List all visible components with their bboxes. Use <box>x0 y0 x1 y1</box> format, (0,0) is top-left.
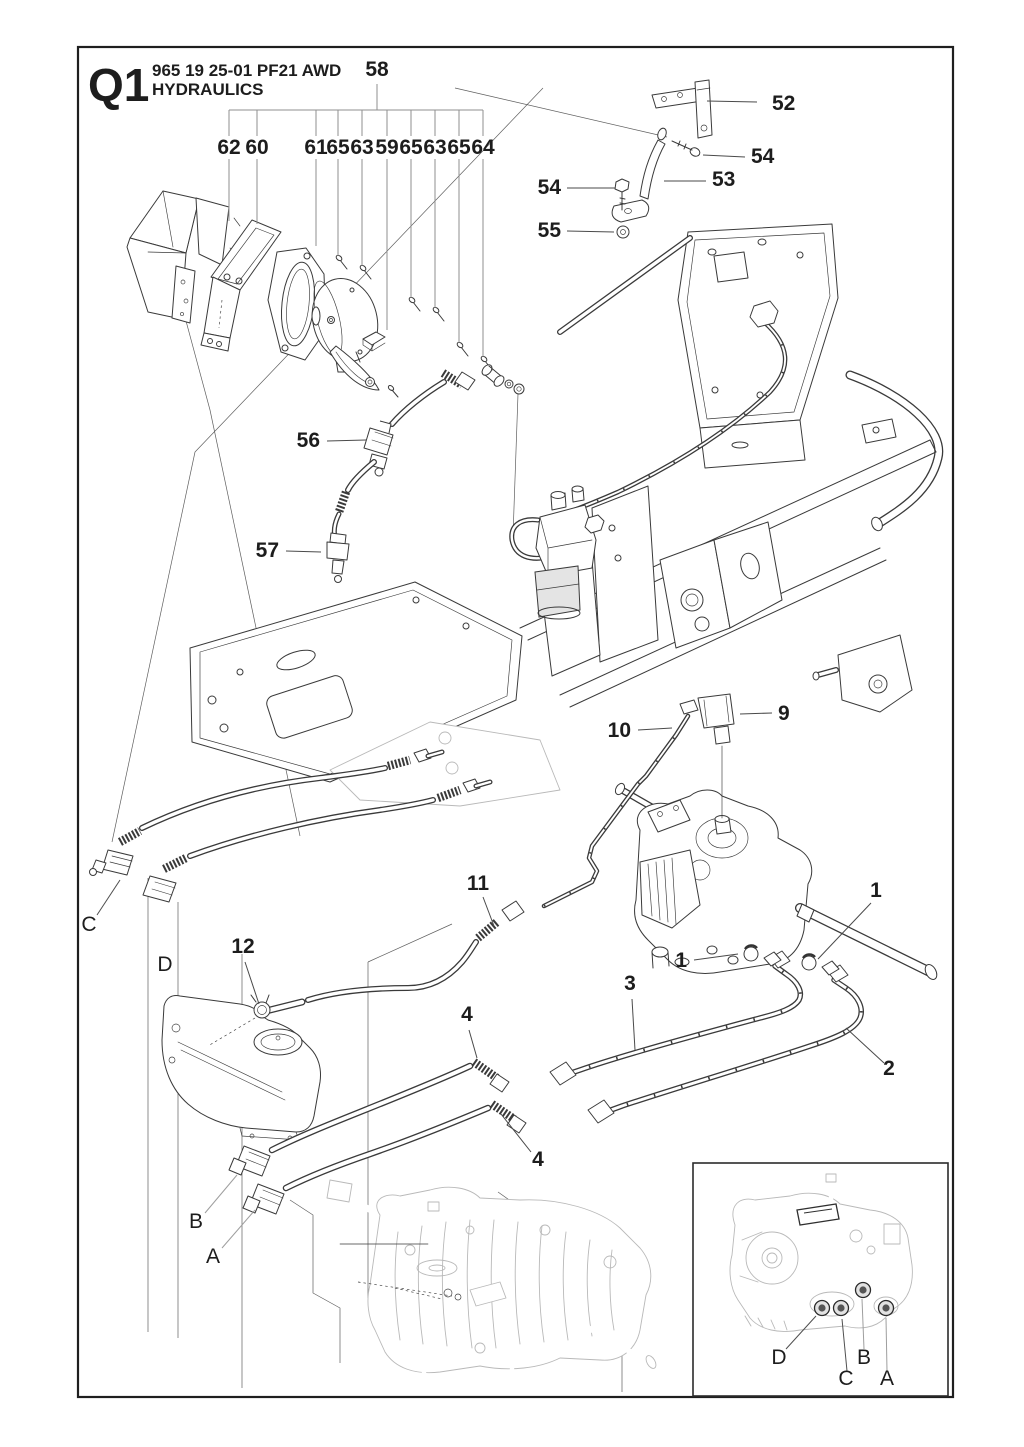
leader-A-20 <box>222 1210 255 1248</box>
nut-55 <box>617 226 629 238</box>
callout-65-3: 65 <box>326 136 350 159</box>
elbow-b <box>229 1146 270 1176</box>
front-transaxle <box>614 782 940 982</box>
callout-4-16: 4 <box>532 1148 544 1171</box>
callout-3-13: 3 <box>624 972 636 995</box>
callout-10-8: 10 <box>607 719 631 742</box>
reservoir-tank <box>162 995 321 1140</box>
leader-3-13 <box>632 999 635 1050</box>
callout-60-1: 60 <box>245 136 269 159</box>
leader-10-8 <box>638 728 672 730</box>
leader-55-4 <box>567 231 614 232</box>
callout-2-14: 2 <box>883 1057 895 1080</box>
callout-B-23: B <box>856 1346 872 1369</box>
callout-B-19: B <box>188 1210 204 1233</box>
callout-57-6: 57 <box>255 539 279 562</box>
elbow-c <box>90 831 141 876</box>
callout-12-12: 12 <box>231 935 255 958</box>
inset-box <box>693 1163 948 1396</box>
elbow-d <box>143 858 186 902</box>
lever-53 <box>612 127 668 222</box>
callout-1-11: 1 <box>675 949 687 972</box>
fan-assembly-exploded <box>127 191 492 397</box>
elbow-a <box>243 1184 284 1214</box>
leader-4-15 <box>469 1030 477 1058</box>
fitting-1-right <box>802 954 839 975</box>
callout-63-7: 63 <box>423 136 447 159</box>
callout-53-2: 53 <box>712 168 736 191</box>
bolt-54-right <box>672 141 701 158</box>
leader-2-14 <box>846 1028 884 1063</box>
callout-56-5: 56 <box>296 429 320 452</box>
callout-C-17: C <box>81 913 97 936</box>
callout-54-1: 54 <box>751 145 775 168</box>
bypass-linkage <box>612 80 712 238</box>
leader-52-0 <box>707 101 757 102</box>
callout-D-18: D <box>157 953 173 976</box>
section-name: HYDRAULICS <box>152 80 264 99</box>
callout-1-10: 1 <box>870 879 882 902</box>
leader-B-19 <box>205 1175 237 1213</box>
callout-54-3: 54 <box>537 176 561 199</box>
callout-52-0: 52 <box>772 92 796 115</box>
callout-64-9: 64 <box>471 136 495 159</box>
hose-56-57 <box>327 363 524 583</box>
leader-11-9 <box>483 897 494 926</box>
part-number: 965 19 25-01 PF21 AWD <box>152 61 342 80</box>
title-block <box>88 59 341 111</box>
leader-56-5 <box>327 440 366 441</box>
leader-1-10 <box>818 903 871 959</box>
callout-A-20: A <box>205 1245 221 1268</box>
callout-D-21: D <box>771 1346 787 1369</box>
page-code: Q1 <box>88 59 150 111</box>
rear-transaxle-ghost <box>327 1180 658 1388</box>
callout-9-7: 9 <box>778 702 790 725</box>
leader-57-6 <box>286 551 321 552</box>
leader-54-1 <box>703 155 745 157</box>
leader-C-17 <box>97 880 120 915</box>
callout-62-0: 62 <box>217 136 241 159</box>
callout-11-9: 11 <box>466 872 490 895</box>
callout-A-24: A <box>879 1367 895 1390</box>
callout-65-6: 65 <box>399 136 423 159</box>
callout-58: 58 <box>365 58 389 81</box>
leader-9-7 <box>740 713 772 714</box>
callout-55-4: 55 <box>537 219 561 242</box>
callout-61-2: 61 <box>304 136 328 159</box>
leader-12-12 <box>245 962 259 1004</box>
callout-C-22: C <box>838 1367 854 1390</box>
callout-59-5: 59 <box>375 136 399 159</box>
callout-4-15: 4 <box>461 1003 473 1026</box>
callout-65-8: 65 <box>447 136 471 159</box>
callout-63-4: 63 <box>350 136 374 159</box>
